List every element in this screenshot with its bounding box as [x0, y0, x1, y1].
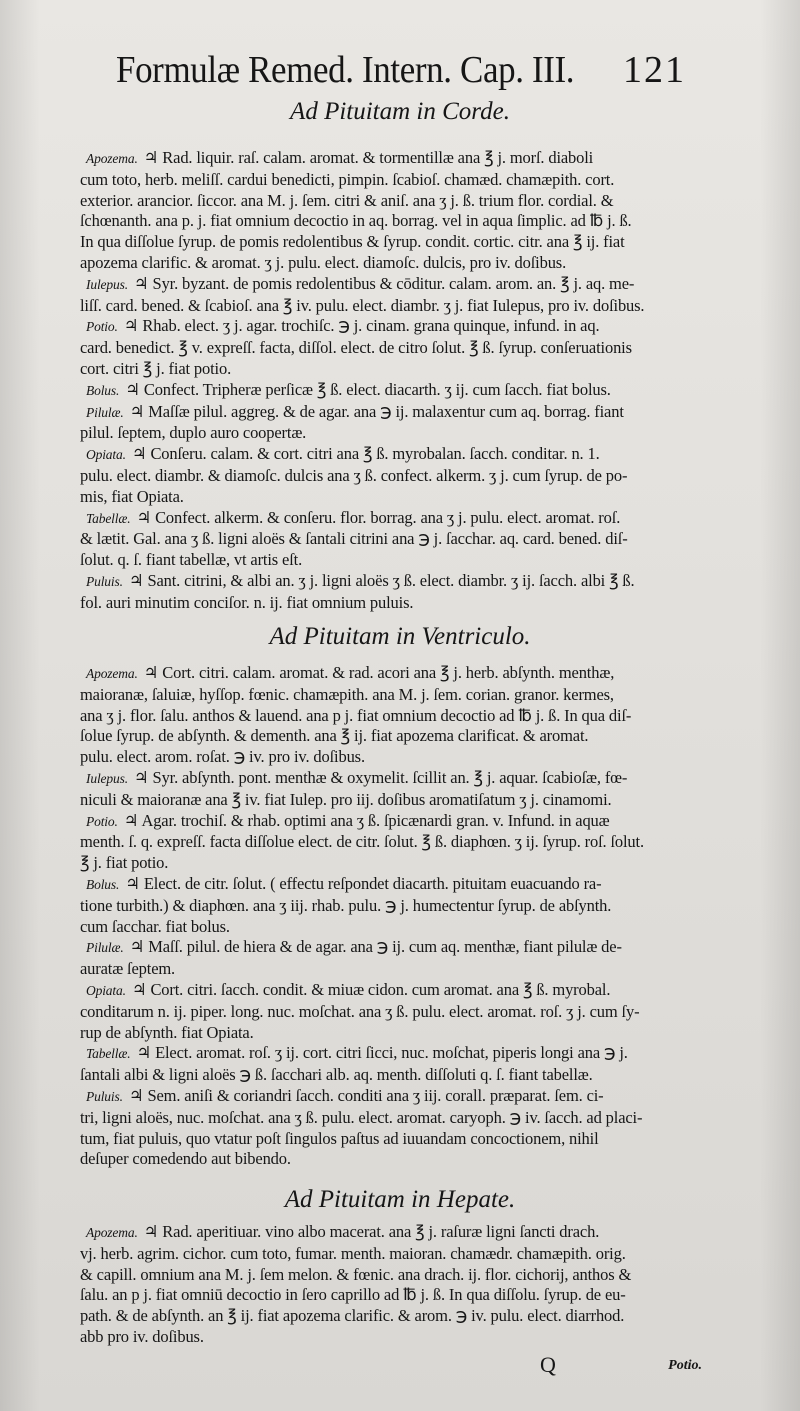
recipe-text: conditarum n. ij. piper. long. nuc. moſchat. ana ʒ ß. pulu. elect. aromat. roſ. ʒ j. cum ſy- [80, 1001, 640, 1021]
recipe-entry [80, 1086, 704, 1170]
recipe-text: ſalu. an p j. fiat omniū decoctio in ſero caprillo ad ℔ j. ß. In qua diſſolu. ſyrup. de eu- [80, 1285, 626, 1305]
recipe-text: ♃ Maſſæ pilul. aggreg. & de agar. ana ℈ ij. malaxentur cum aq. borrag. fiant [129, 401, 624, 421]
recipe-entry [80, 444, 704, 507]
recipe-entry [80, 148, 704, 274]
text-line [80, 853, 704, 874]
recipe-label: Potio. [86, 319, 118, 335]
text-line [80, 663, 704, 685]
text-line [80, 359, 704, 380]
text-line [80, 571, 704, 593]
recipe-entry [80, 1043, 704, 1086]
recipe-text: card. benedict. ℥ v. expreſſ. facta, diſſol. elect. de citro ſolut. ℥ ß. ſyrup. conſeruationis [80, 338, 632, 358]
text-line [80, 274, 704, 296]
recipe-text: ♃ Maſſ. pilul. de hiera & de agar. ana ℈ ij. cum aq. menthæ, fiant pilulæ de- [129, 937, 622, 957]
text-line [80, 747, 704, 768]
recipe-entry [80, 874, 704, 937]
text-line [80, 896, 704, 917]
recipe-text: ♃ Elect. de citr. ſolut. ( effectu reſpondet diacarth. pituitam euacuando ra- [125, 873, 602, 893]
recipe-text: ♃ Cort. citri. calam. aromat. & rad. acori ana ℥ j. herb. abſynth. menthæ, [143, 663, 615, 682]
text-line [80, 1023, 704, 1044]
recipe-text: pulu. elect. arom. roſat. ℈ iv. pro iv. doſibus. [80, 747, 365, 767]
recipe-text: ſolue ſyrup. de abſynth. & dementh. ana ℥ ij. fiat apozema clarificat. & aromat. [80, 726, 589, 746]
recipe-text: pulu. elect. diambr. & diamoſc. dulcis ana ʒ ß. confect. alkerm. ʒ j. cum ſyrup. de po- [80, 465, 628, 485]
recipe-text: abb pro iv. doſibus. [80, 1326, 204, 1346]
text-line [80, 726, 704, 747]
recipe-label: Tabellæ. [86, 1046, 131, 1062]
catchword: Potio. [668, 1358, 702, 1373]
section-body-hepate [80, 1222, 704, 1348]
recipe-entry [80, 316, 704, 379]
recipe-text: liſſ. card. bened. & ſcabioſ. ana ℥ iv. pulu. elect. diambr. ʒ j. fiat Iulepus, pro iv. doſibus. [80, 295, 645, 315]
text-line [80, 444, 704, 466]
text-line [80, 593, 704, 614]
text-line [80, 768, 704, 790]
recipe-entry [80, 768, 704, 811]
recipe-text: ♃ Rhab. elect. ʒ j. agar. trochiſc. ℈ j. cinam. grana quinque, infund. in aq. [123, 316, 600, 336]
recipe-text: auratæ ſeptem. [80, 959, 176, 979]
recipe-label: Apozema. [86, 151, 138, 166]
recipe-text: ♃ Conſeru. calam. & cort. citri ana ℥ ß. myrobalan. ſacch. conditar. n. 1. [131, 444, 600, 464]
text-line [80, 706, 704, 727]
recipe-label: Iulepus. [86, 770, 128, 786]
text-line [80, 402, 704, 424]
recipe-label: Opiata. [86, 982, 126, 998]
recipe-text: pilul. ſeptem, duplo auro coopertæ. [80, 423, 307, 443]
recipe-label: Apozema. [86, 1225, 138, 1240]
text-line [80, 1043, 704, 1065]
text-line [80, 487, 704, 508]
recipe-text: ♃ Sant. citrini, & albi an. ʒ j. ligni aloës ʒ ß. elect. diambr. ʒ ij. ſacch. albi ℥ ß. [128, 570, 635, 590]
recipe-label: Bolus. [86, 382, 120, 398]
recipe-text: maioranæ, ſaluiæ, hyſſop. fœnic. chamæpith. ana M. j. ſem. corian. granor. kermes, [80, 684, 614, 704]
recipe-text: exterior. arancior. ſiccor. ana M. j. ſem. citri & aniſ. ana ʒ j. ß. trium flor. cordial. & [80, 190, 614, 210]
recipe-entry [80, 274, 704, 317]
page-footer [0, 1352, 800, 1382]
recipe-text: ♃ Agar. trochiſ. & rhab. optimi ana ʒ ß. ſpicænardi gran. v. Infund. in aquæ [123, 810, 610, 830]
recipe-label: Iulepus. [86, 276, 128, 292]
recipe-text: ♃ Rad. aperitiuar. vino albo macerat. ana ℥ j. raſuræ ligni ſancti drach. [143, 1222, 600, 1241]
text-line [80, 832, 704, 853]
text-line [80, 191, 704, 212]
text-line [80, 423, 704, 444]
text-line [80, 550, 704, 571]
recipe-text: ana ʒ j. flor. ſalu. anthos & lauend. ana p j. fiat omnium decoctio ad ℔ j. ß. In qua diſ- [80, 705, 632, 725]
recipe-text: menth. ſ. q. expreſſ. facta diſſolue elect. de citr. ſolut. ℥ ß. diaphœn. ʒ ij. ſyrup. roſ. ſolut. [80, 832, 644, 852]
recipe-text: tum, fiat puluis, quo vtatur poſt ſingulos paſtus ad iuuandam concoctionem, nihil [80, 1128, 599, 1148]
recipe-entry [80, 1222, 704, 1348]
recipe-text: niculi & maioranæ ana ℥ iv. fiat Iulep. pro iij. doſibus aromatiſatum ʒ j. cinamomi. [80, 789, 612, 809]
recipe-label: Puluis. [86, 573, 123, 589]
recipe-text: ſchœnanth. ana p. j. fiat omnium decoctio in aq. borrag. vel in aqua ſimplic. ad ℔ j. ß. [80, 211, 632, 231]
text-line [80, 1129, 704, 1150]
text-line [80, 380, 704, 402]
page-header [116, 48, 686, 96]
recipe-text: vj. herb. agrim. cichor. cum toto, fumar. menth. maioran. chamædr. chamæpith. orig. [80, 1243, 626, 1263]
recipe-text: tri, ligni aloës, nuc. moſchat. ana ʒ ß. pulu. elect. aromat. caryoph. ℈ iv. ſacch. ad placi- [80, 1107, 643, 1127]
recipe-text: apozema clarific. & aromat. ʒ j. pulu. elect. diamoſc. dulcis, pro iv. doſibus. [80, 252, 567, 272]
text-line [80, 529, 704, 550]
text-line [80, 1065, 704, 1086]
section-body-corde [80, 148, 704, 614]
recipe-entry [80, 811, 704, 874]
text-line [80, 980, 704, 1002]
recipe-text: mis, fiat Opiata. [80, 486, 184, 506]
text-line [80, 253, 704, 274]
recipe-text: ſolut. q. ſ. fiant tabellæ, vt artis eſt. [80, 550, 303, 570]
recipe-text: ♃ Confect. alkerm. & conſeru. flor. borrag. ana ʒ j. pulu. elect. aromat. roſ. [136, 507, 621, 527]
recipe-entry [80, 380, 704, 402]
text-line [80, 874, 704, 896]
text-line [80, 1002, 704, 1023]
text-line [80, 959, 704, 980]
recipe-text: deſuper comedendo aut bibendo. [80, 1149, 291, 1169]
recipe-label: Bolus. [86, 876, 120, 892]
text-line [80, 1265, 704, 1286]
recipe-text: cum ſacchar. fiat bolus. [80, 916, 230, 936]
recipe-entry [80, 937, 704, 980]
recipe-entry [80, 571, 704, 614]
text-line [80, 211, 704, 232]
recipe-text: path. & de abſynth. an ℥ ij. fiat apozema clarific. & arom. ℈ iv. pulu. elect. diarrhod. [80, 1306, 625, 1326]
recipe-entry [80, 980, 704, 1043]
text-line [80, 1285, 704, 1306]
section-title-corde: Ad Pituitam in Corde. [290, 98, 510, 125]
recipe-label: Pilulæ. [86, 940, 124, 956]
recipe-label: Tabellæ. [86, 510, 131, 526]
recipe-text: In qua diſſolue ſyrup. de pomis redolentibus & ſyrup. condit. cortic. citr. ana ℥ ij. fiat [80, 232, 625, 252]
recipe-label: Pilulæ. [86, 404, 124, 420]
recipe-label: Puluis. [86, 1088, 123, 1104]
text-line [80, 1108, 704, 1129]
recipe-label: Potio. [86, 813, 118, 829]
text-line [80, 1222, 704, 1244]
recipe-text: rup de abſynth. fiat Opiata. [80, 1022, 254, 1042]
text-line [80, 148, 704, 170]
text-line [80, 338, 704, 359]
recipe-text: ♃ Confect. Tripheræ perſicæ ℥ ß. elect. diacarth. ʒ ij. cum ſacch. fiat bolus. [125, 379, 611, 399]
text-line [80, 811, 704, 833]
section-body-ventriculo [80, 663, 704, 1170]
recipe-entry [80, 402, 704, 445]
text-line [80, 1244, 704, 1265]
signature-mark: Q [540, 1352, 556, 1377]
text-line [80, 296, 704, 317]
text-line [80, 508, 704, 530]
running-head: Formulæ Remed. Intern. Cap. III. [116, 49, 575, 91]
text-line [80, 685, 704, 706]
text-line [80, 917, 704, 938]
recipe-text: fol. auri minutim conciſor. n. ij. fiat omnium puluis. [80, 592, 414, 612]
recipe-label: Opiata. [86, 447, 126, 463]
text-line [80, 316, 704, 338]
recipe-text: ♃ Syr. byzant. de pomis redolentibus & cōditur. calam. arom. an. ℥ j. aq. me- [133, 273, 635, 293]
text-line [80, 232, 704, 253]
text-line [80, 170, 704, 191]
text-line [80, 1149, 704, 1170]
page-number: 121 [623, 49, 686, 91]
recipe-text: & lætit. Gal. ana ʒ ß. ligni aloës & ſantali citrini ana ℈ j. ſacchar. aq. card. bened. diſ- [80, 529, 628, 549]
recipe-entry [80, 508, 704, 571]
recipe-text: ℥ j. fiat potio. [80, 853, 169, 873]
recipe-text: ♃ Sem. aniſi & coriandri ſacch. conditi ana ʒ iij. corall. præparat. ſem. ci- [128, 1085, 604, 1105]
recipe-text: ♃ Elect. aromat. roſ. ʒ ij. cort. citri ſicci, nuc. moſchat, piperis longi ana ℈ j. [136, 1043, 628, 1063]
text-line [80, 790, 704, 811]
text-line [80, 1306, 704, 1327]
recipe-text: ſantali albi & ligni aloës ℈ ß. ſacchari alb. aq. menth. diſſoluti q. ſ. fiant tabellæ. [80, 1065, 593, 1085]
text-line [80, 466, 704, 487]
text-line [80, 1327, 704, 1348]
recipe-text: & capill. omnium ana M. j. ſem melon. & fœnic. ana drach. ij. flor. cichorij, anthos & [80, 1264, 632, 1284]
section-title-hepate: Ad Pituitam in Hepate. [284, 1186, 516, 1213]
recipe-text: cort. citri ℥ j. fiat potio. [80, 358, 232, 378]
text-line [80, 937, 704, 959]
recipe-text: cum toto, herb. meliſſ. cardui benedicti, pimpin. ſcabioſ. chamæd. chamæpith. cort. [80, 169, 615, 189]
recipe-entry [80, 663, 704, 768]
text-line [80, 1086, 704, 1108]
section-title-ventriculo: Ad Pituitam in Ventriculo. [269, 623, 531, 650]
recipe-text: ♃ Rad. liquir. raſ. calam. aromat. & tormentillæ ana ℥ j. morſ. diaboli [143, 148, 594, 167]
recipe-text: ♃ Syr. abſynth. pont. menthæ & oxymelit. ſcillit an. ℥ j. aquar. ſcabioſæ, fœ- [133, 767, 628, 787]
recipe-text: tione turbith.) & diaphœn. ana ʒ iij. rhab. pulu. ℈ j. humectentur ſyrup. de abſynth. [80, 895, 612, 915]
recipe-text: ♃ Cort. citri. ſacch. condit. & miuæ cidon. cum aromat. ana ℥ ß. myrobal. [131, 979, 611, 999]
recipe-label: Apozema. [86, 666, 138, 681]
